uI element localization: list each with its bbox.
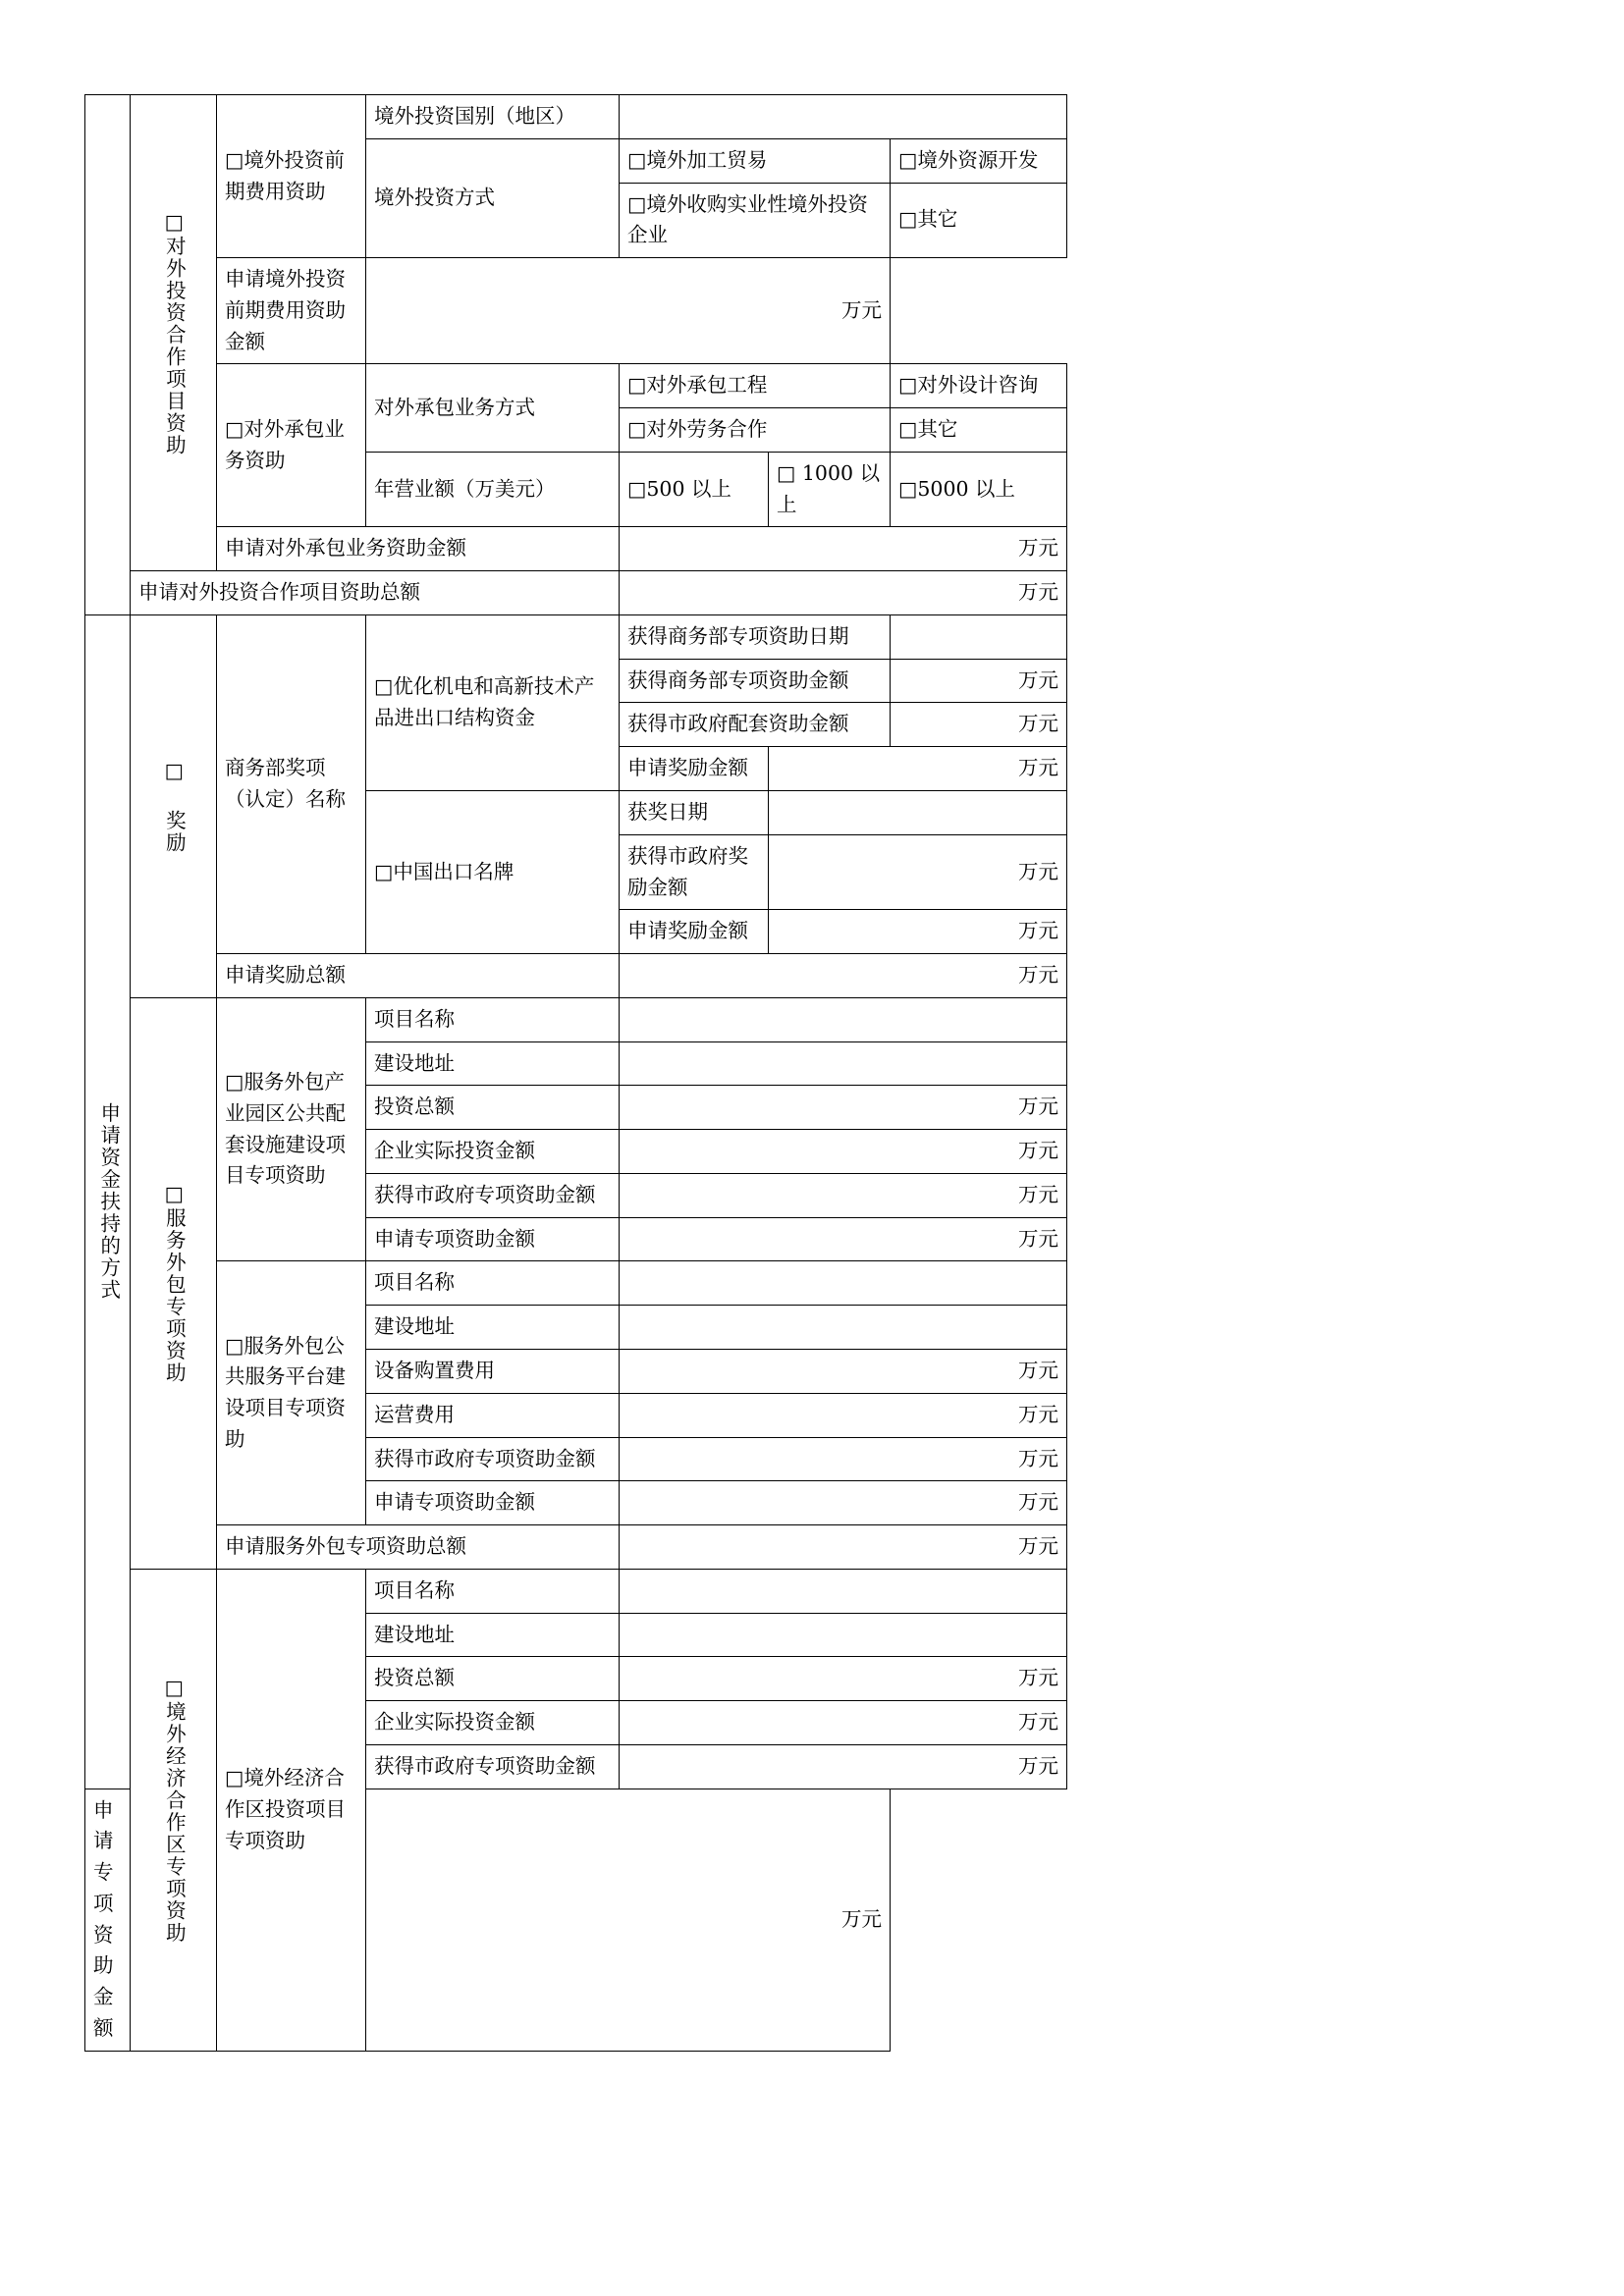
field-value-mofcom-grant-date[interactable] (891, 614, 1067, 659)
option-overseas-resource-development[interactable]: □境外资源开发 (891, 138, 1067, 183)
funding-application-table (84, 94, 1067, 2052)
field-value-apply-award-amount-1[interactable]: 万元 (769, 747, 1067, 791)
field-value-os1-city-grant[interactable]: 万元 (620, 1173, 1067, 1217)
field-label-os2-apply-grant: 申请专项资助金额 (366, 1481, 620, 1525)
field-label-os1-address: 建设地址 (366, 1041, 620, 1086)
field-value-total-award[interactable]: 万元 (620, 954, 1067, 998)
field-value-apply-presteps-amount[interactable]: 万元 (366, 258, 891, 364)
table-row (85, 527, 1067, 571)
field-label-oz-apply-grant: 申请专项资助金额 (85, 1789, 131, 2051)
field-label-total-outsourcing: 申请服务外包专项资助总额 (217, 1525, 620, 1570)
table-row (85, 364, 1067, 408)
table-row (85, 258, 1067, 364)
field-label-apply-award-amount-2: 申请奖励金额 (620, 910, 769, 954)
table-row (85, 1569, 1067, 1613)
field-label-mofcom-grant-date: 获得商务部专项资助日期 (620, 614, 891, 659)
field-label-os2-project-name: 项目名称 (366, 1261, 620, 1306)
field-value-os1-apply-grant[interactable]: 万元 (620, 1217, 1067, 1261)
field-label-apply-presteps-amount: 申请境外投资前期费用资助金额 (217, 258, 366, 364)
field-value-apply-award-amount-2[interactable]: 万元 (769, 910, 1067, 954)
field-value-city-award-amount[interactable]: 万元 (769, 834, 1067, 910)
field-label-investment-method: 境外投资方式 (366, 138, 620, 257)
field-value-apply-contracting-amount[interactable]: 万元 (620, 527, 1067, 571)
field-label-oz-total-investment: 投资总额 (366, 1657, 620, 1701)
field-value-oz-project-name[interactable] (620, 1569, 1067, 1613)
field-value-os2-operating-cost[interactable]: 万元 (620, 1393, 1067, 1437)
field-value-total-foreign-investment[interactable]: 万元 (620, 571, 1067, 615)
field-label-os1-apply-grant: 申请专项资助金额 (366, 1217, 620, 1261)
option-revenue-above-5000[interactable]: □5000 以上 (891, 452, 1067, 527)
option-foreign-labor-cooperation[interactable]: □对外劳务合作 (620, 408, 891, 453)
field-value-investment-country[interactable] (620, 95, 1067, 139)
section-outsourcing-label[interactable]: □服务外包专项资助 (131, 997, 217, 1569)
field-value-os1-address[interactable] (620, 1041, 1067, 1086)
subsection-outsourcing-public-platform[interactable]: □服务外包公共服务平台建设项目专项资助 (217, 1261, 366, 1525)
field-value-total-outsourcing[interactable]: 万元 (620, 1525, 1067, 1570)
field-label-mofcom-grant-amount: 获得商务部专项资助金额 (620, 659, 891, 703)
section2-category-label: 申请资金扶持的方式 (85, 614, 131, 1789)
field-label-investment-country: 境外投资国别（地区） (366, 95, 620, 139)
field-value-os1-actual-investment[interactable]: 万元 (620, 1130, 1067, 1174)
field-value-mofcom-grant-amount[interactable]: 万元 (891, 659, 1067, 703)
field-label-oz-address: 建设地址 (366, 1613, 620, 1657)
award-group-label: 商务部奖项（认定）名称 (217, 614, 366, 953)
field-label-os1-city-grant: 获得市政府专项资助金额 (366, 1173, 620, 1217)
subsection-optimize-mechatronics-fund[interactable]: □优化机电和高新技术产品进出口结构资金 (366, 614, 620, 790)
field-label-os2-equipment-cost: 设备购置费用 (366, 1349, 620, 1393)
subsection-overseas-zone-project[interactable]: □境外经济合作区投资项目专项资助 (217, 1569, 366, 2051)
option-other-investment-method[interactable]: □其它 (891, 183, 1067, 258)
subsection-overseas-investment-presteps[interactable]: □境外投资前期费用资助 (217, 95, 366, 258)
field-label-oz-city-grant: 获得市政府专项资助金额 (366, 1744, 620, 1789)
field-label-os2-address: 建设地址 (366, 1306, 620, 1350)
field-value-oz-apply-grant[interactable]: 万元 (366, 1789, 891, 2051)
field-value-os1-project-name[interactable] (620, 997, 1067, 1041)
field-value-os1-total-investment[interactable]: 万元 (620, 1086, 1067, 1130)
field-label-award-date: 获奖日期 (620, 791, 769, 835)
field-label-os2-city-grant: 获得市政府专项资助金额 (366, 1437, 620, 1481)
subsection-outsourcing-park-facilities[interactable]: □服务外包产业园区公共配套设施建设项目专项资助 (217, 997, 366, 1261)
section1-category-label[interactable]: □对外投资合作项目资助 (131, 95, 217, 571)
field-label-total-foreign-investment: 申请对外投资合作项目资助总额 (131, 571, 620, 615)
option-foreign-contracted-project[interactable]: □对外承包工程 (620, 364, 891, 408)
field-label-apply-award-amount-1: 申请奖励金额 (620, 747, 769, 791)
field-value-os2-city-grant[interactable]: 万元 (620, 1437, 1067, 1481)
field-label-city-matching-amount: 获得市政府配套资助金额 (620, 703, 891, 747)
field-label-os1-total-investment: 投资总额 (366, 1086, 620, 1130)
subsection-china-export-brand[interactable]: □中国出口名牌 (366, 791, 620, 954)
section-award-label[interactable]: □ 奖励 (131, 614, 217, 997)
table-row (85, 1525, 1067, 1570)
field-label-os2-operating-cost: 运营费用 (366, 1393, 620, 1437)
table-row (85, 95, 1067, 139)
field-value-os2-equipment-cost[interactable]: 万元 (620, 1349, 1067, 1393)
field-label-contracting-method: 对外承包业务方式 (366, 364, 620, 453)
option-revenue-above-1000[interactable]: □ 1000 以上 (769, 452, 891, 527)
field-label-annual-revenue: 年营业额（万美元） (366, 452, 620, 527)
section-overseas-zone-label[interactable]: □境外经济合作区专项资助 (131, 1569, 217, 2051)
subsection-foreign-contracting[interactable]: □对外承包业务资助 (217, 364, 366, 527)
field-value-oz-address[interactable] (620, 1613, 1067, 1657)
field-value-city-matching-amount[interactable]: 万元 (891, 703, 1067, 747)
field-label-oz-actual-investment: 企业实际投资金额 (366, 1701, 620, 1745)
field-label-total-award: 申请奖励总额 (217, 954, 620, 998)
table-row (85, 614, 1067, 659)
field-value-oz-actual-investment[interactable]: 万元 (620, 1701, 1067, 1745)
section1-spacer-col (85, 95, 131, 615)
field-value-oz-total-investment[interactable]: 万元 (620, 1657, 1067, 1701)
field-value-os2-address[interactable] (620, 1306, 1067, 1350)
field-label-apply-contracting-amount: 申请对外承包业务资助金额 (217, 527, 620, 571)
field-value-os2-project-name[interactable] (620, 1261, 1067, 1306)
option-foreign-design-consulting[interactable]: □对外设计咨询 (891, 364, 1067, 408)
field-value-award-date[interactable] (769, 791, 1067, 835)
table-row (85, 1261, 1067, 1306)
option-overseas-acquisition-enterprise[interactable]: □境外收购实业性境外投资企业 (620, 183, 891, 258)
table-row (85, 997, 1067, 1041)
field-value-oz-city-grant[interactable]: 万元 (620, 1744, 1067, 1789)
option-other-contracting-method[interactable]: □其它 (891, 408, 1067, 453)
option-revenue-above-500[interactable]: □500 以上 (620, 452, 769, 527)
field-value-os2-apply-grant[interactable]: 万元 (620, 1481, 1067, 1525)
field-label-oz-project-name: 项目名称 (366, 1569, 620, 1613)
table-row (85, 571, 1067, 615)
field-label-city-award-amount: 获得市政府奖励金额 (620, 834, 769, 910)
field-label-os1-project-name: 项目名称 (366, 997, 620, 1041)
table-row (85, 954, 1067, 998)
field-label-os1-actual-investment: 企业实际投资金额 (366, 1130, 620, 1174)
option-overseas-processing-trade[interactable]: □境外加工贸易 (620, 138, 891, 183)
